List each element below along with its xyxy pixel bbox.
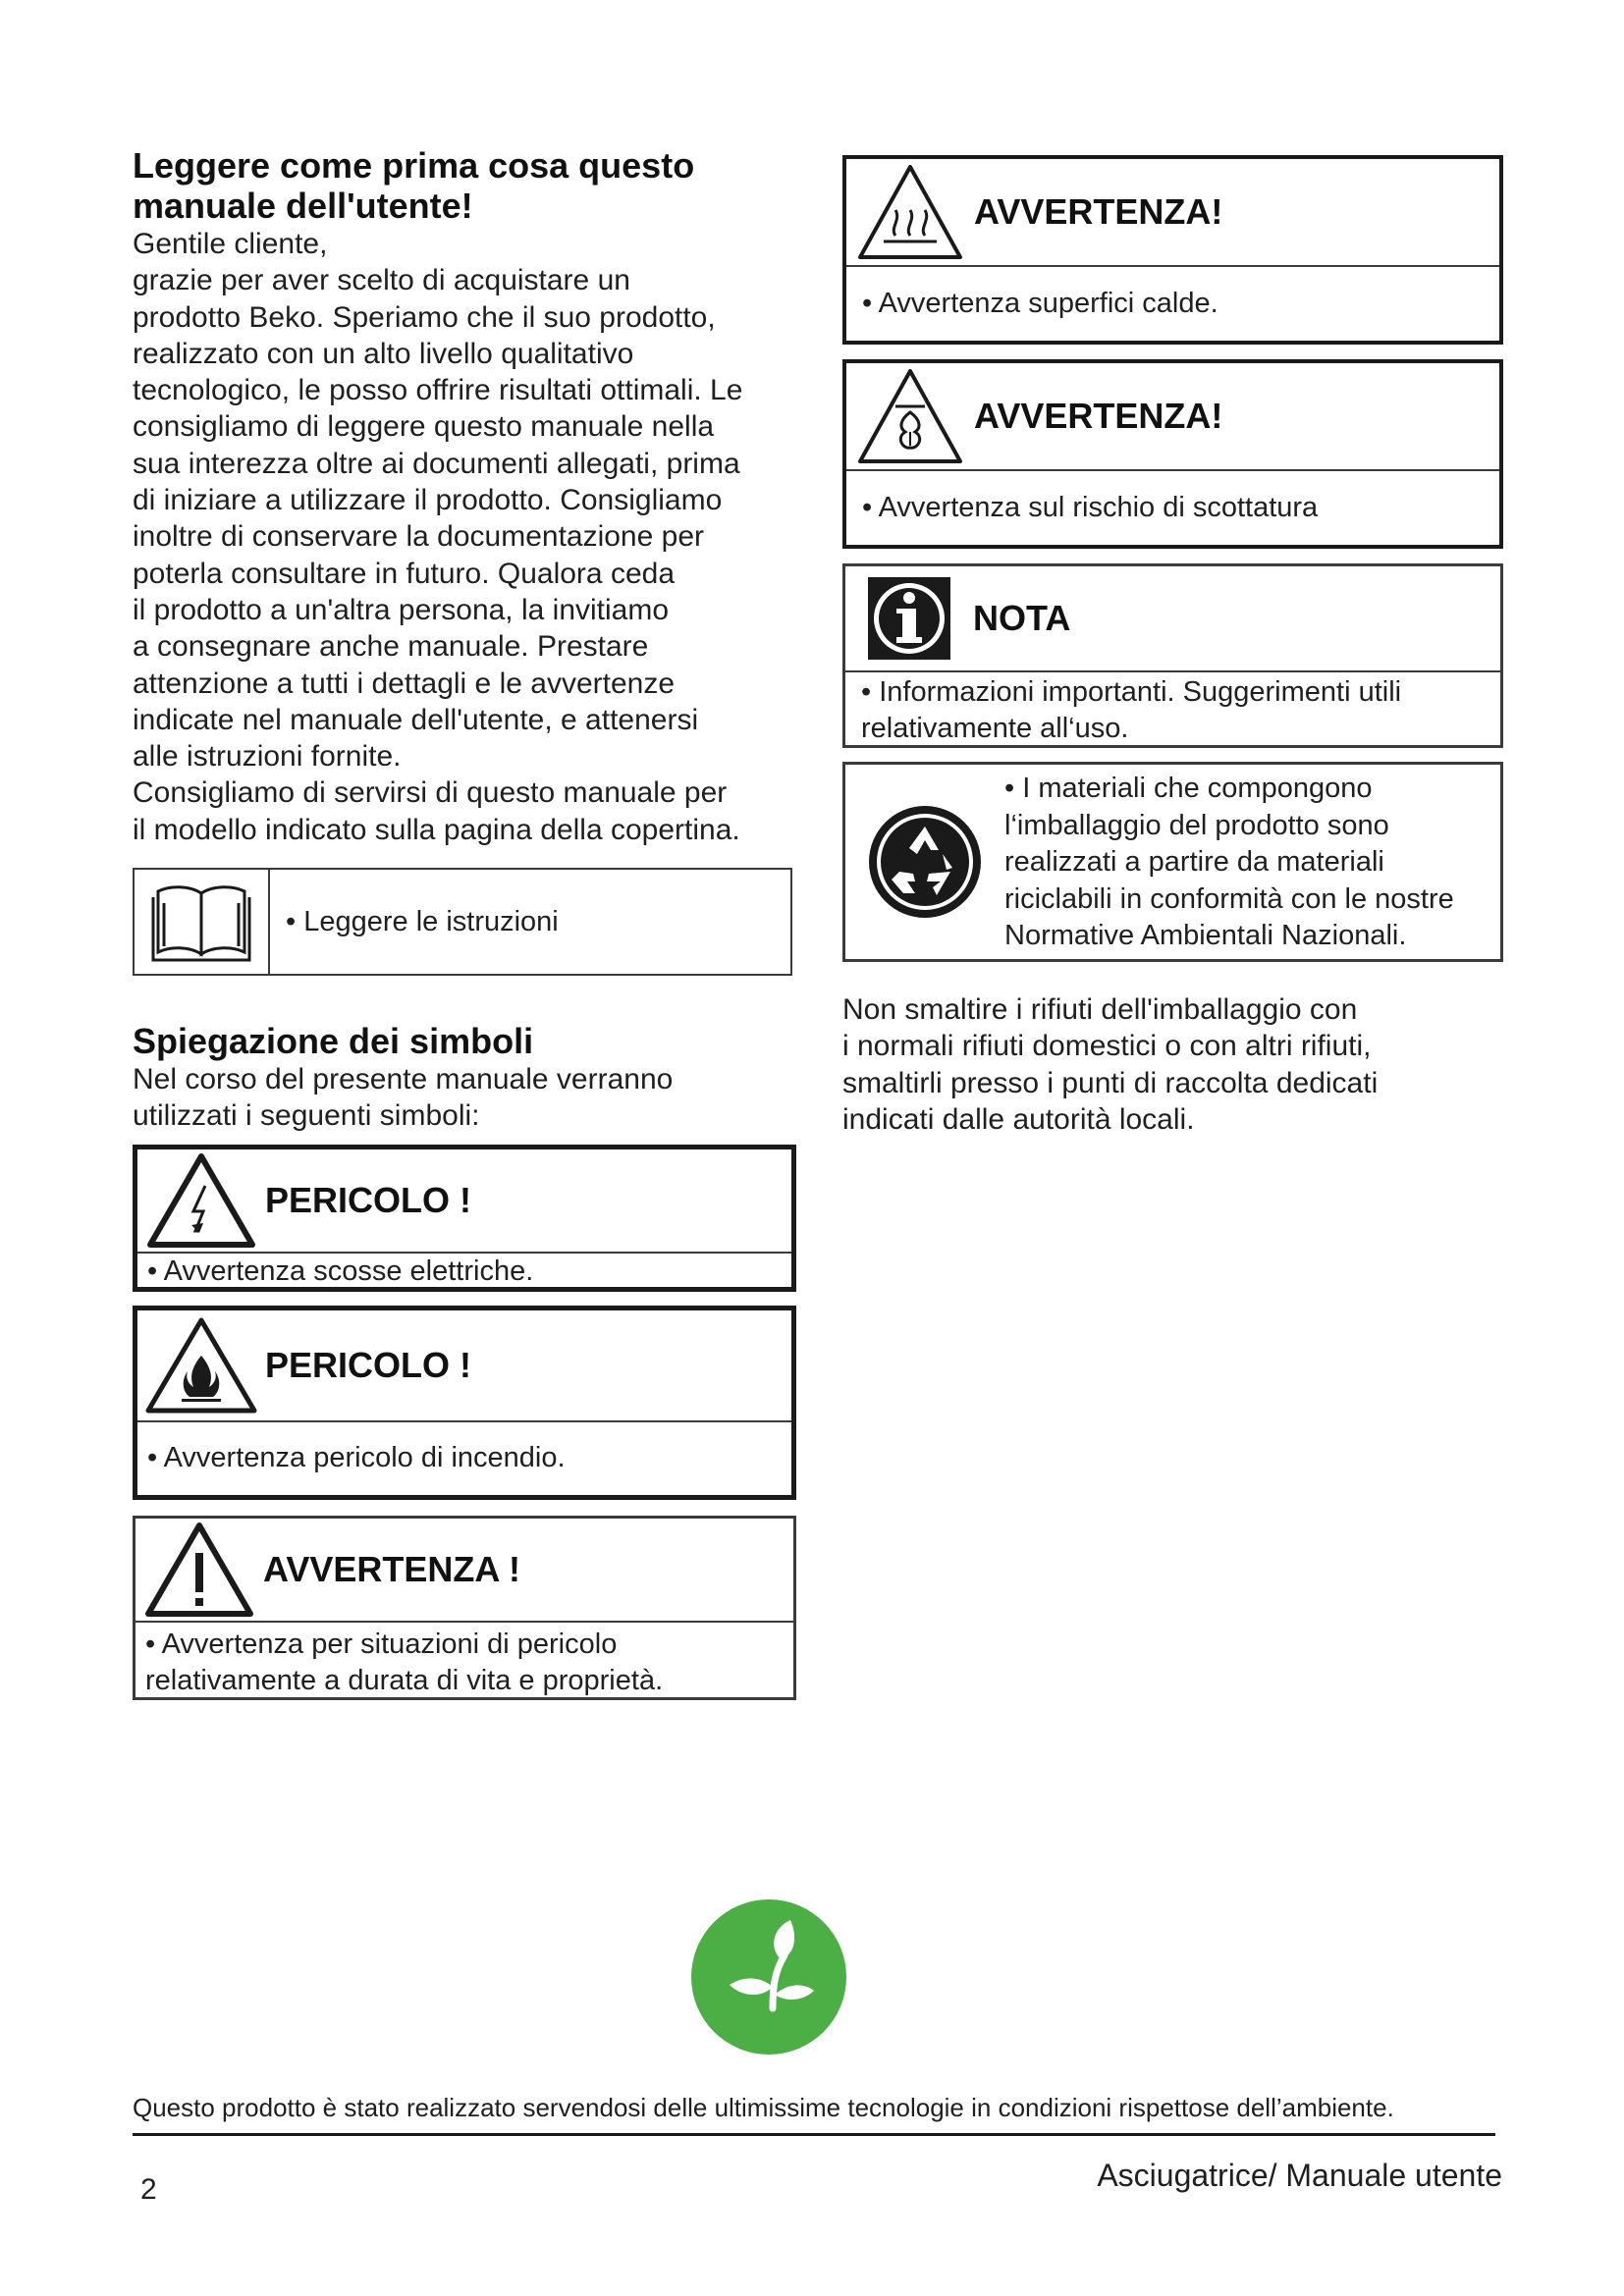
intro-text: Gentile cliente, grazie per aver scelto di acquistare un prodotto Beko. Speriamo che il suo prodotto, realizzato con un alto livello qualitativo tecnologico, le posso offrire risultati ottimali. Le consigliamo di leggere questo manuale nella sua interezza oltre ai documenti allegati, prima di iniziare a utilizzare il prodotto. Consigliamo inoltre di conservare la documentazione per poterla consultare in futuro. Qualora ceda il prodotto a un'altra persona, la invitiamo a consegnare anche manuale. Prestare attenzione a tutti i dettagli e le avvertenze indicate nel manuale dell'utente, e attenersi alle istruzioni fornite. Consigliamo di servirsi di questo manuale per il modello indicato sulla pagina della copertina. <box>133 228 743 846</box>
hot-surface-title: AVVERTENZA! <box>974 191 1223 232</box>
document-title: Asciugatrice/ Manuale utente <box>1097 2158 1502 2193</box>
footer-divider <box>133 2133 1495 2136</box>
scald-hazard-icon <box>846 367 974 465</box>
intro-heading: Leggere come prima cosa questo manuale dell'utente! <box>133 145 695 226</box>
read-instructions-label: • Leggere le istruzioni <box>286 905 559 937</box>
recycle-icon <box>845 765 1004 959</box>
scald-title: AVVERTENZA! <box>974 396 1223 436</box>
symbols-intro: Nel corso del presente manuale verranno utilizzati i seguenti simboli: <box>133 1063 674 1133</box>
warning-exclamation-icon <box>135 1522 263 1618</box>
note-title: NOTA <box>973 598 1071 638</box>
info-icon <box>845 576 973 661</box>
danger-electric-text: • Avvertenza scosse elettriche. <box>147 1255 534 1288</box>
danger-fire-text: • Avvertenza pericolo di incendio. <box>147 1442 566 1474</box>
hot-surface-icon <box>846 163 974 261</box>
warning-general-text: • Avvertenza per situazioni di pericolo relativamente a durata di vita e proprietà. <box>145 1628 664 1696</box>
eco-leaf-icon <box>690 1898 847 2056</box>
danger-fire-title: PERICOLO ! <box>265 1344 472 1385</box>
scald-box <box>842 359 1503 549</box>
note-box <box>842 563 1503 748</box>
scald-text: • Avvertenza sul rischio di scottatura <box>862 492 1319 523</box>
eco-note: Questo prodotto è stato realizzato servendosi delle ultimissime tecnologie in condizioni rispettose dell’ambiente. <box>133 2093 1394 2122</box>
note-text: • Informazioni importanti. Suggerimenti utili relativamente all‘uso. <box>861 676 1402 744</box>
warning-general-box <box>133 1516 796 1700</box>
book-icon <box>135 870 270 974</box>
fire-hazard-icon <box>137 1316 265 1415</box>
warning-general-title: AVVERTENZA ! <box>263 1548 521 1589</box>
symbols-heading: Spiegazione dei simboli <box>133 1021 534 1062</box>
danger-electric-title: PERICOLO ! <box>265 1179 472 1220</box>
hot-surface-box <box>842 155 1503 345</box>
left-column <box>133 145 795 1700</box>
page-number: 2 <box>140 2173 157 2206</box>
danger-electric-box <box>133 1145 796 1292</box>
disposal-text: Non smaltire i rifiuti dell'imballaggio con i normali rifiuti domestici o con altri rifiuti, smaltirli presso i punti di raccolta dedicati indicati dalle autorità locali. <box>842 993 1379 1136</box>
electric-shock-icon <box>137 1152 265 1249</box>
right-column <box>842 155 1503 1138</box>
recycle-box <box>842 762 1503 962</box>
read-instructions-box <box>133 868 792 976</box>
danger-fire-box <box>133 1306 796 1500</box>
recycle-text: • I materiali che compongono l‘imballaggio del prodotto sono realizzati a partire da materiali riciclabili in conformità con le nostre Normative Ambientali Nazionali. <box>1004 773 1454 951</box>
hot-surface-text: • Avvertenza superfici calde. <box>862 288 1218 319</box>
